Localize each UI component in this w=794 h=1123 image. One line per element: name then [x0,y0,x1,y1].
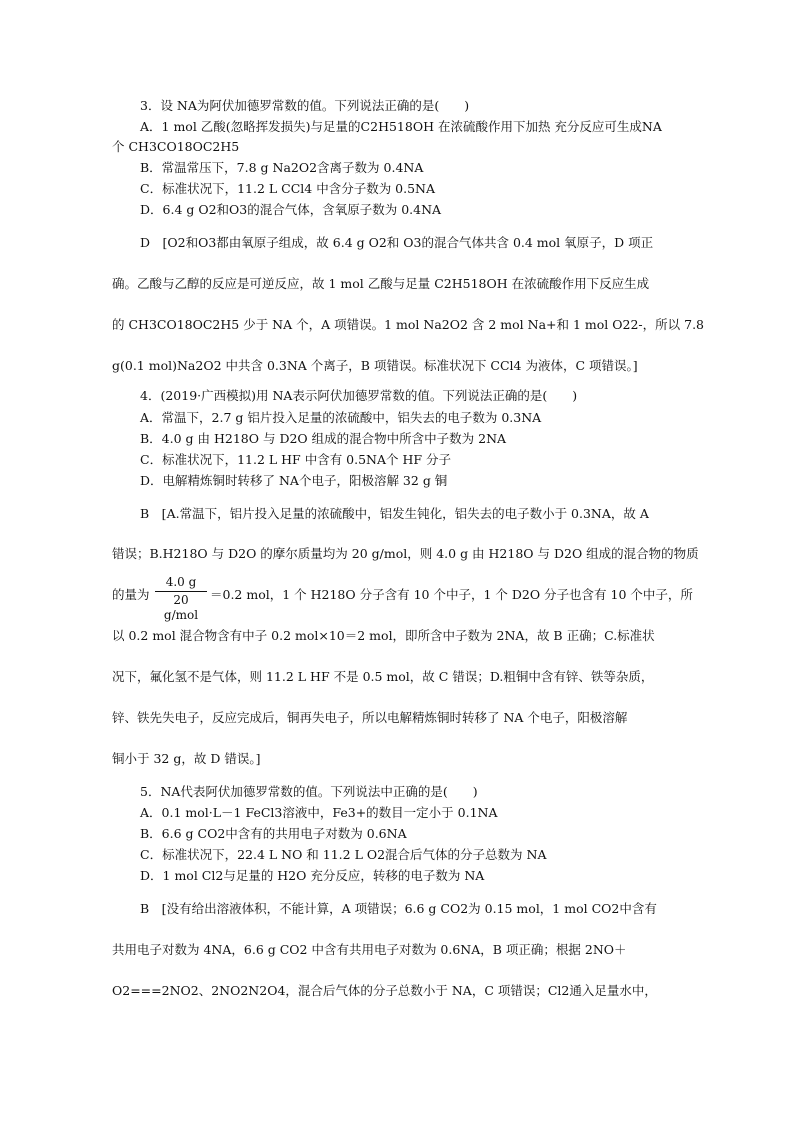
q5-option-a: A．0.1 mol·L－1 FeCl3溶液中，Fe3+的数目一定小于 0.1NA [140,805,498,820]
q3-option-d: D．6.4 g O2和O3的混合气体，含氧原子数为 0.4NA [140,202,442,217]
q3-option-a-line1: A．1 mol 乙酸(忽略挥发损失)与足量的C2H518OH 在浓硫酸作用下加热 充分反应可生成NA [140,119,662,134]
q4-option-c: C．标准状况下，11.2 L HF 中含有 0.5NA个 HF 分子 [140,452,452,467]
q4-option-a: A．常温下，2.7 g 铝片投入足量的浓硫酸中，铝失去的电子数为 0.3NA [140,410,542,425]
q3-option-c: C．标准状况下，11.2 L CCl4 中含分子数为 0.5NA [140,181,436,196]
q5-option-d: D．1 mol Cl2与足量的 H2O 充分反应，转移的电子数为 NA [140,868,485,883]
q3-answer-line3: 的 CH3CO18OC2H5 少于 NA 个，A 项错误。1 mol Na2O2 含 2 mol Na+和 1 mol O22-，所以 7.8 [112,317,704,332]
q5-answer-line3: O2===2NO2、2NO2N2O4，混合后气体的分子总数小于 NA，C 项错误；Cl2通入足量水中， [112,983,657,998]
fraction-numerator: 4.0 g [155,575,207,592]
q4-option-d: D．电解精炼铜时转移了 NA个电子，阳极溶解 32 g 铜 [140,473,448,488]
q5-stem: 5．NA代表阿伏加德罗常数的值。下列说法中正确的是( ) [140,784,478,799]
q5-option-b: B．6.6 g CO2中含有的共用电子对数为 0.6NA [140,826,407,841]
q3-option-b: B．常温常压下，7.8 g Na2O2含离子数为 0.4NA [140,160,424,175]
q4-answer-line2: 错误；B.H218O 与 D2O 的摩尔质量均为 20 g/mol，则 4.0 g 由 H218O 与 D2O 组成的混合物的物质 [112,546,699,561]
fraction-denominator: 20 g/mol [163,593,199,622]
q4-answer-line1: B [A.常温下，铝片投入足量的浓硫酸中，铝发生钝化，铝失去的电子数小于 0.3NA，故 A [140,506,649,521]
q4-answer-line3: ＝0.2 mol，1 个 H218O 分子含有 10 个中子，1 个 D2O 分子也含有 10 个中子，所 [210,587,693,602]
q3-answer-line2: 确。乙酸与乙醇的反应是可逆反应，故 1 mol 乙酸与足量 C2H518OH 在浓硫酸作用下反应生成 [112,276,650,291]
q5-answer-line1: B [没有给出溶液体积，不能计算，A 项错误；6.6 g CO2为 0.15 mol，1 mol CO2中含有 [140,901,657,916]
q5-answer-line2: 共用电子对数为 4NA，6.6 g CO2 中含有共用电子对数为 0.6NA，B 项正确；根据 2NO＋ [112,942,627,957]
q4-answer-line6: 锌、铁先失电子，反应完成后，铜再失电子，所以电解精炼铜时转移了 NA 个电子，阳极溶解 [112,710,628,725]
q4-stem: 4．(2019·广西模拟)用 NA表示阿伏加德罗常数的值。下列说法正确的是( ) [140,388,578,403]
q4-answer-line7: 铜小于 32 g，故 D 错误。] [112,751,261,766]
q3-stem: 3．设 NA为阿伏加德罗常数的值。下列说法正确的是( ) [140,98,470,113]
q4-answer-line3-prefix: 的量为 [112,587,150,602]
q4-option-b: B．4.0 g 由 H218O 与 D2O 组成的混合物中所含中子数为 2NA [140,431,507,446]
q3-answer-line4: g(0.1 mol)Na2O2 中共含 0.3NA 个离子，B 项错误。标准状况下 CCl4 为液体，C 项错误。] [112,358,638,373]
q5-option-c: C．标准状况下，22.4 L NO 和 11.2 L O2混合后气体的分子总数为 NA [140,847,547,862]
fraction-mass-over-molar-mass [155,575,207,623]
q4-answer-line5: 况下，氟化氢不是气体，则 11.2 L HF 不是 0.5 mol，故 C 错误；D.粗铜中含有锌、铁等杂质， [112,669,654,684]
q3-answer-line1: D [O2和O3都由氧原子组成，故 6.4 g O2和 O3的混合气体共含 0.4 mol 氧原子，D 项正 [140,235,654,250]
q4-answer-line4: 以 0.2 mol 混合物含有中子 0.2 mol×10＝2 mol，即所含中子数为 2NA，故 B 正确；C.标准状 [112,628,655,643]
q3-option-a-line2: 个 CH3CO18OC2H5 [112,139,240,154]
